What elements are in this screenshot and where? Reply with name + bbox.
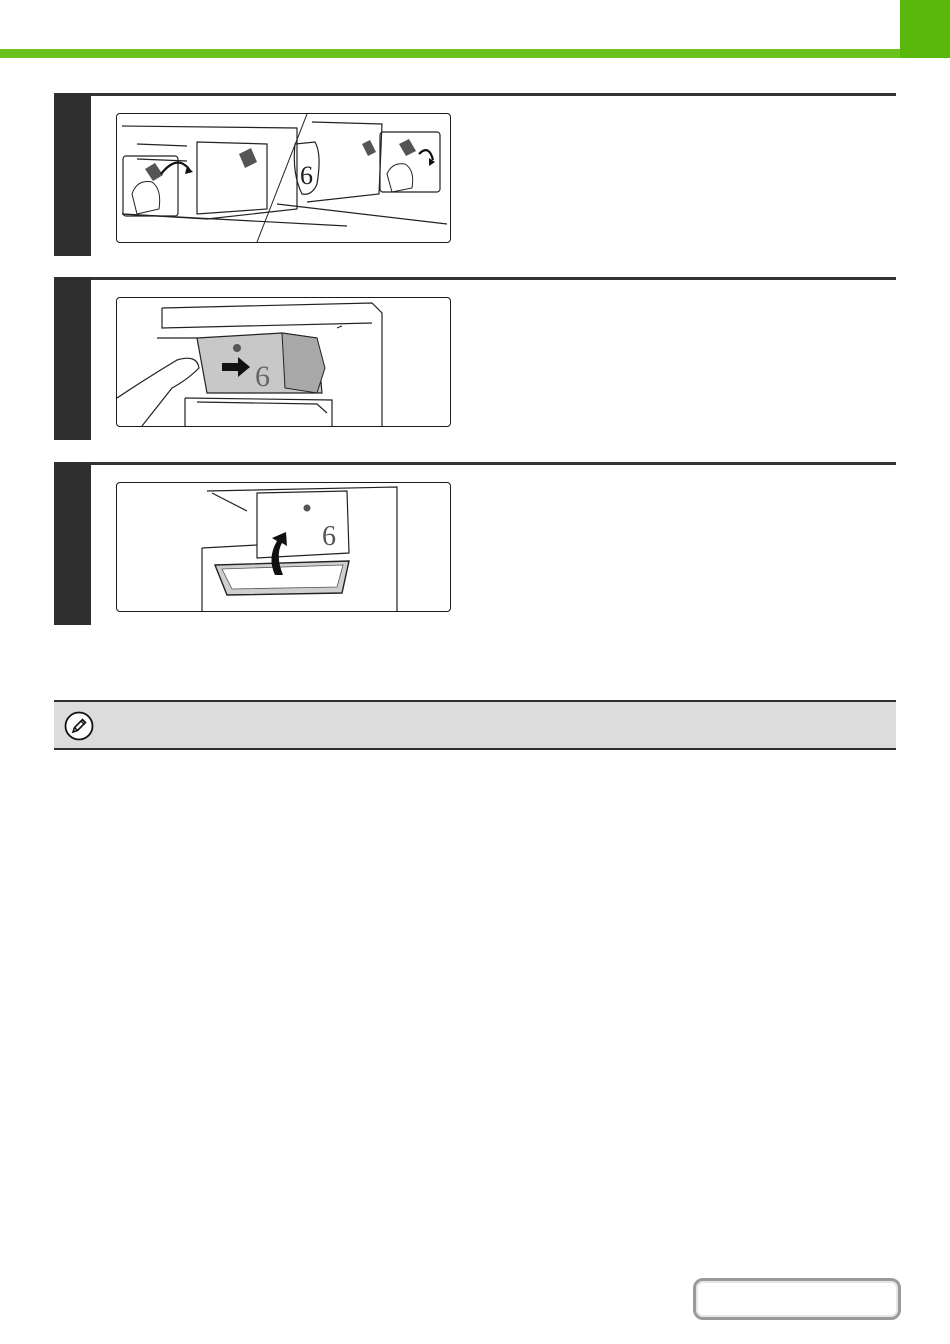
printer-side-unit-push-illustration xyxy=(117,298,450,426)
note-box xyxy=(54,700,896,750)
step-number-bar xyxy=(54,277,91,440)
svg-text:6: 6 xyxy=(300,161,313,190)
step-illustration xyxy=(116,297,451,427)
step-divider xyxy=(54,93,896,96)
printer-lever-release-illustration xyxy=(117,114,450,242)
page-corner-tab[interactable] xyxy=(900,0,950,58)
step-1 xyxy=(54,93,896,256)
printer-bypass-tray-close-illustration xyxy=(117,483,450,611)
step-number-bar xyxy=(54,462,91,625)
step-number xyxy=(54,277,91,285)
step-divider xyxy=(54,462,896,465)
contents-button[interactable] xyxy=(693,1278,901,1320)
svg-text:6: 6 xyxy=(255,360,270,393)
step-illustration xyxy=(116,113,451,243)
step-illustration xyxy=(116,482,451,612)
header-accent-rule xyxy=(0,49,900,58)
step-number-bar xyxy=(54,93,91,256)
step-number xyxy=(54,93,91,101)
pencil-note-icon xyxy=(64,711,94,741)
step-divider xyxy=(54,277,896,280)
step-2 xyxy=(54,277,896,440)
step-3 xyxy=(54,462,896,625)
svg-text:6: 6 xyxy=(322,521,336,552)
step-number xyxy=(54,462,91,470)
